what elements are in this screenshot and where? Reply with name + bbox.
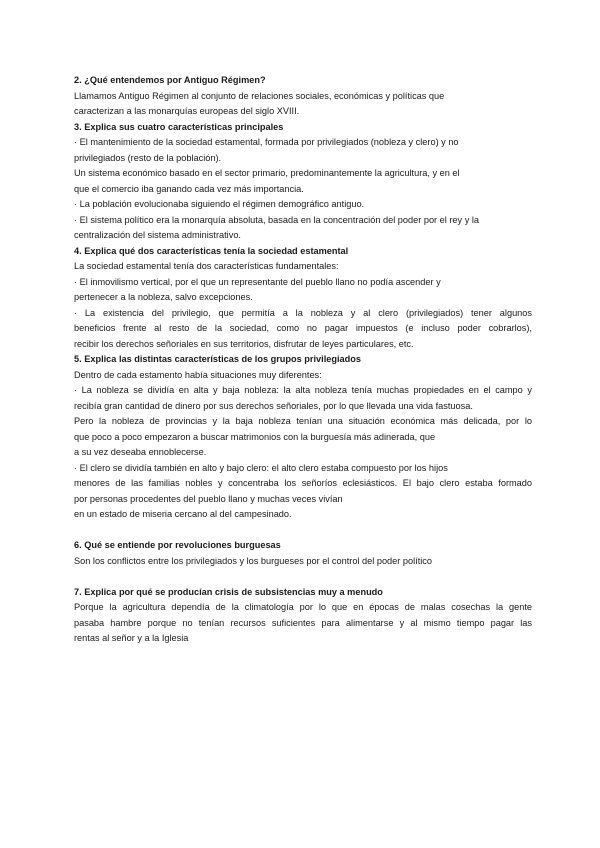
section-paragraph	[74, 259, 532, 352]
text-line: recibía gran cantidad de dinero por sus derechos señoriales, por lo que llevada una vida fastuosa.	[74, 400, 473, 411]
text-line: Llamamos Antiguo Régimen al conjunto de relaciones sociales, económicas y políticas que	[74, 90, 445, 101]
text-line: · El sistema político era la monarquía absoluta, basada en la concentración del poder por el rey y la	[74, 214, 479, 225]
text-line: por personas procedentes del pueblo llano y muchas veces vivían	[74, 493, 343, 504]
text-line: que poco a poco empezaron a buscar matrimonios con la burguesía más adinerada, que	[74, 431, 436, 442]
text-line: en un estado de miseria cercano al del campesinado.	[74, 509, 292, 519]
text-line: menores de las familias nobles y concentraba los señoríos eclesiásticos. El bajo clero estaba formado	[74, 478, 532, 488]
text-line: · La nobleza se dividía en alta y baja nobleza: la alta nobleza tenía muchas propiedades en el campo y	[74, 385, 532, 395]
section-heading: 3. Explica sus cuatro características principales	[74, 121, 284, 132]
blank-line	[74, 523, 532, 539]
blank-line	[74, 569, 532, 585]
text-line: recibir los derechos señoriales en sus territorios, disfrutar de leyes particulares, etc.	[74, 338, 414, 349]
section-heading: 6. Qué se entiende por revoluciones burguesas	[74, 540, 281, 550]
text-line: · El inmovilismo vertical, por el que un representante del pueblo llano no podía ascender y	[74, 276, 441, 287]
text-line: · La población evolucionaba siguiendo el régimen demográfico antiguo.	[74, 199, 365, 209]
text-line: que el comercio iba ganando cada vez más importancia.	[74, 183, 304, 194]
section-paragraph	[74, 368, 532, 523]
text-line: pertenecer a la nobleza, salvo excepciones.	[74, 292, 253, 302]
section-paragraph	[74, 135, 532, 244]
text-line: Dentro de cada estamento había situaciones muy diferentes:	[74, 369, 322, 380]
text-line: · La existencia del privilegio, que permitía a la nobleza y al clero (privilegiados) tener algunos	[74, 307, 532, 318]
text-line: Pero la nobleza de provincias y la baja nobleza tenían una situación económica más delicada, por lo	[74, 416, 532, 426]
text-line: caracterizan a las monarquías europeas del siglo XVIII.	[74, 106, 300, 116]
text-line: La sociedad estamental tenía dos características fundamentales:	[74, 261, 339, 271]
section-paragraph	[74, 600, 532, 647]
text-line: beneficios frente al resto de la sociedad, como no pagar impuestos (e incluso poder cobrarlos),	[74, 323, 532, 333]
text-line: rentas al señor y a la Iglesia	[74, 633, 189, 643]
text-line: pasaba hambre porque no tenían recursos suficientes para alimentarse y al mismo tiempo pagar las	[74, 617, 532, 628]
text-line: a su vez deseaba ennoblecerse.	[74, 447, 207, 457]
text-line: Un sistema económico basado en el sector primario, predominantemente la agricultura, y en el	[74, 168, 460, 178]
text-line: privilegiados (resto de la población).	[74, 152, 222, 163]
section-heading: 4. Explica qué dos características tenía la sociedad estamental	[74, 245, 349, 256]
section-heading: 5. Explica las distintas características de los grupos privilegiados	[74, 354, 361, 364]
text-line: · El clero se dividía también en alto y bajo clero: el alto clero estaba compuesto por los hijos	[74, 462, 448, 473]
section-heading: 2. ¿Qué entendemos por Antiguo Régimen?	[74, 75, 266, 85]
text-line: Porque la agricultura dependía de la climatología por lo que en épocas de malas cosechas la gente	[74, 602, 532, 612]
text-line: Son los conflictos entre los privilegiados y los burgueses por el control del poder político	[74, 555, 432, 566]
document-body	[74, 73, 532, 647]
section-paragraph	[74, 89, 532, 120]
section-heading: 7. Explica por qué se producían crisis de subsistencias muy a menudo	[74, 586, 383, 597]
text-line: · El mantenimiento de la sociedad estamental, formada por privilegiados (nobleza y clero) y no	[74, 137, 459, 147]
section-paragraph	[74, 554, 532, 570]
text-line: centralización del sistema administrativo.	[74, 230, 241, 240]
